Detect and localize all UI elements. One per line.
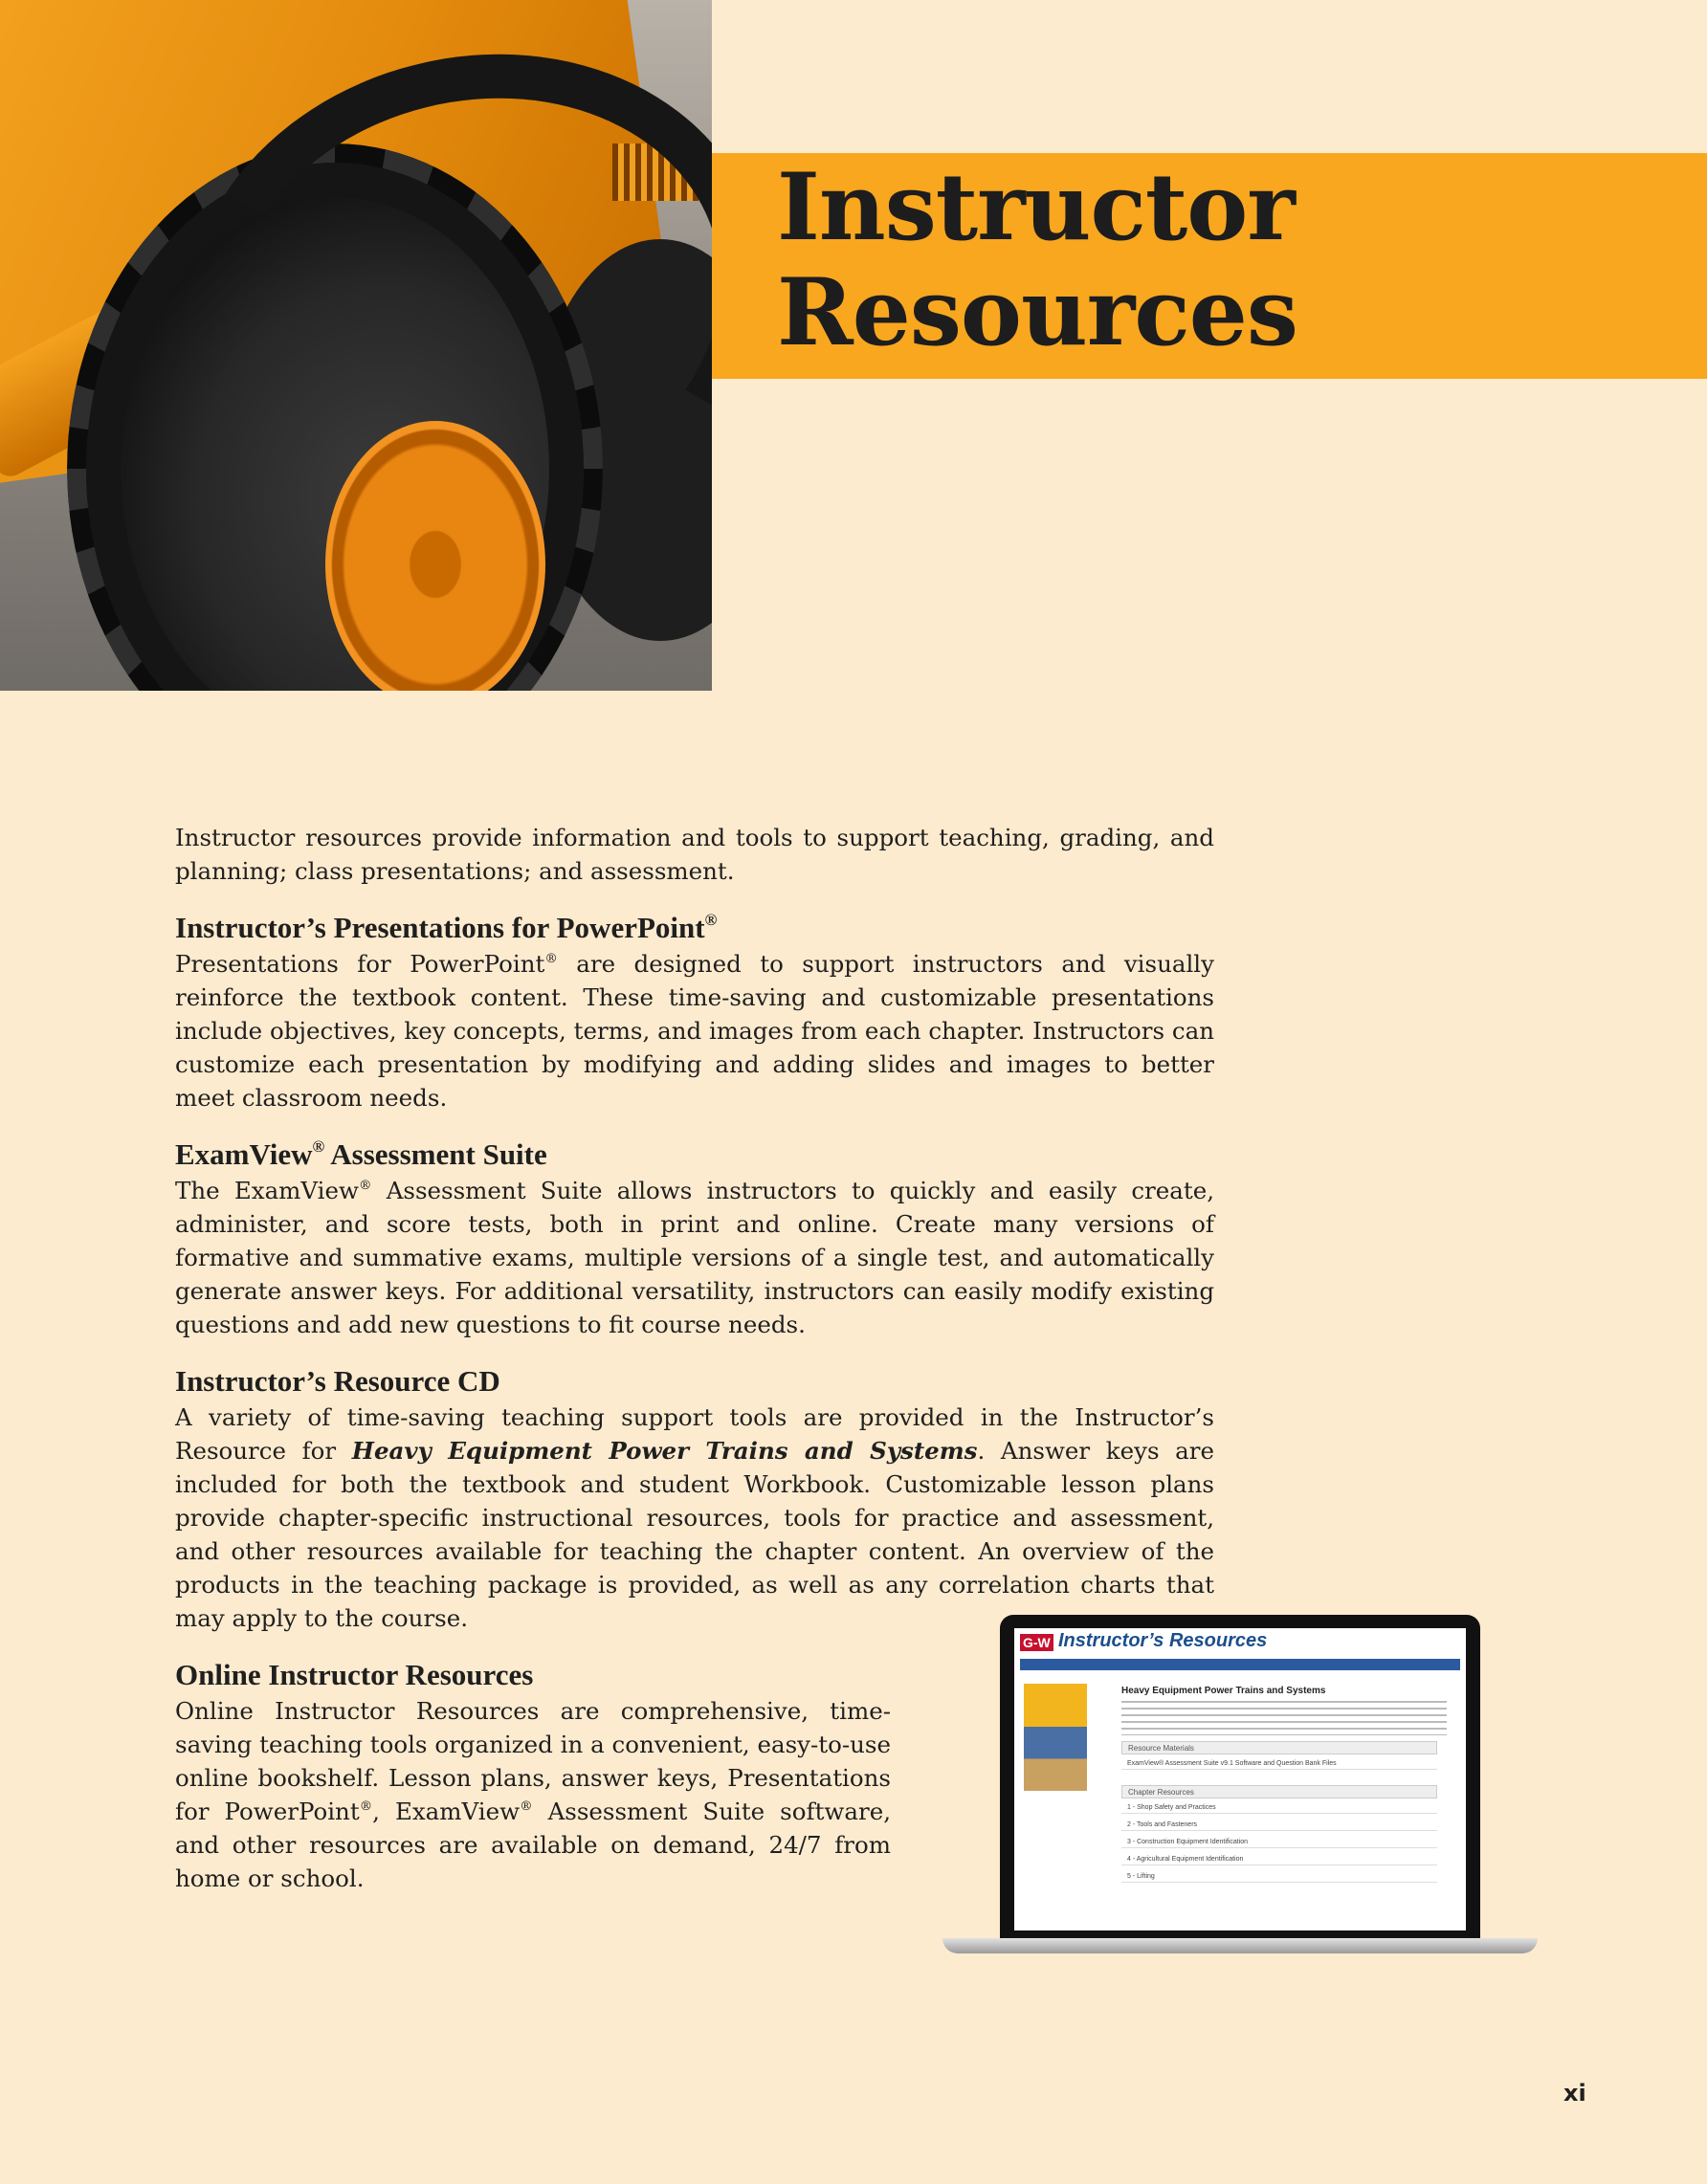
site-nav-bar xyxy=(1020,1659,1460,1670)
book-title: Heavy Equipment Power Trains and Systems xyxy=(351,1437,978,1465)
resource-row: ExamView® Assessment Suite v9.1 Software and Question Bank Files xyxy=(1121,1758,1437,1770)
section-heading-powerpoint: Instructor’s Presentations for PowerPoint® xyxy=(175,911,718,944)
heavy-equipment-photo xyxy=(0,0,712,691)
chapter-row-3: 3 - Construction Equipment Identification xyxy=(1121,1837,1437,1848)
section-heading-resource-cd: Instructor’s Resource CD xyxy=(175,1364,500,1398)
section-heading-examview: ExamView® Assessment Suite xyxy=(175,1137,547,1171)
section-body-examview: The ExamView® Assessment Suite allows instructors to quickly and easily create, administer, and score tests, both in print and online. Create many versions of formative and summative exams, multiple versions of a single test, and automatically generate answer keys. For additional versatility, instructors can easily modify existing questions and add new questions to fit course needs. xyxy=(175,1177,1215,1338)
section-body-resource-cd: A variety of time-saving teaching support tools are provided in the Instructor’s Resource for Heavy Equipment Power Trains and Systems. Answer keys are included for both the textbook and student Workbook. Customizable lesson plans provide chapter-specific instructional resources, tools for practice and assessment, and other resources available for teaching the chapter content. An overview of the products in the teaching package is provided, as well as any correlation charts that may apply to the course. xyxy=(175,1403,1214,1632)
section-body-online: Online Instructor Resources are comprehensive, time-saving teaching tools organized in a convenient, easy-to-use online bookshelf. Lesson plans, answer keys, Presentations for PowerPoint®, ExamView® Assessment Suite software, and other resources are available on demand, 24/7 from home or school. xyxy=(175,1697,891,1892)
book-heading: Heavy Equipment Power Trains and Systems xyxy=(1121,1686,1326,1696)
chapter-row-1: 1 - Shop Safety and Practices xyxy=(1121,1802,1437,1814)
gw-logo: G-W xyxy=(1020,1634,1053,1651)
chapter-resources-box: Chapter Resources xyxy=(1121,1785,1437,1798)
resource-materials-box: Resource Materials xyxy=(1121,1741,1437,1754)
page-number: xi xyxy=(1563,2080,1586,2107)
site-title: Instructor’s Resources xyxy=(1058,1630,1268,1651)
section-body-powerpoint: Presentations for PowerPoint® are designed to support instructors and visually reinforce the textbook content. These time-saving and customizable presentations include objectives, key concepts, terms, and images from each chapter. Instructors can customize each presentation by modifying and adding slides and images to better meet classroom needs. xyxy=(175,950,1214,1112)
chapter-row-4: 4 - Agricultural Equipment Identification xyxy=(1121,1854,1437,1865)
title-line-2: Resources xyxy=(777,258,1297,366)
chapter-row-5: 5 - Lifting xyxy=(1121,1871,1437,1883)
intro-paragraph: Instructor resources provide information and tools to support teaching, grading, and planning; class presentations; and assessment. xyxy=(175,824,1214,885)
section-heading-online: Online Instructor Resources xyxy=(175,1658,534,1691)
page-title xyxy=(777,155,1297,365)
laptop-illustration xyxy=(942,1615,1538,1959)
title-line-1: Instructor xyxy=(777,153,1295,261)
laptop-display xyxy=(1014,1628,1466,1930)
chapter-row-2: 2 - Tools and Fasteners xyxy=(1121,1820,1437,1831)
description-lines xyxy=(1121,1701,1447,1735)
book-cover-thumbnail xyxy=(1024,1684,1087,1791)
laptop-base xyxy=(942,1938,1538,1953)
